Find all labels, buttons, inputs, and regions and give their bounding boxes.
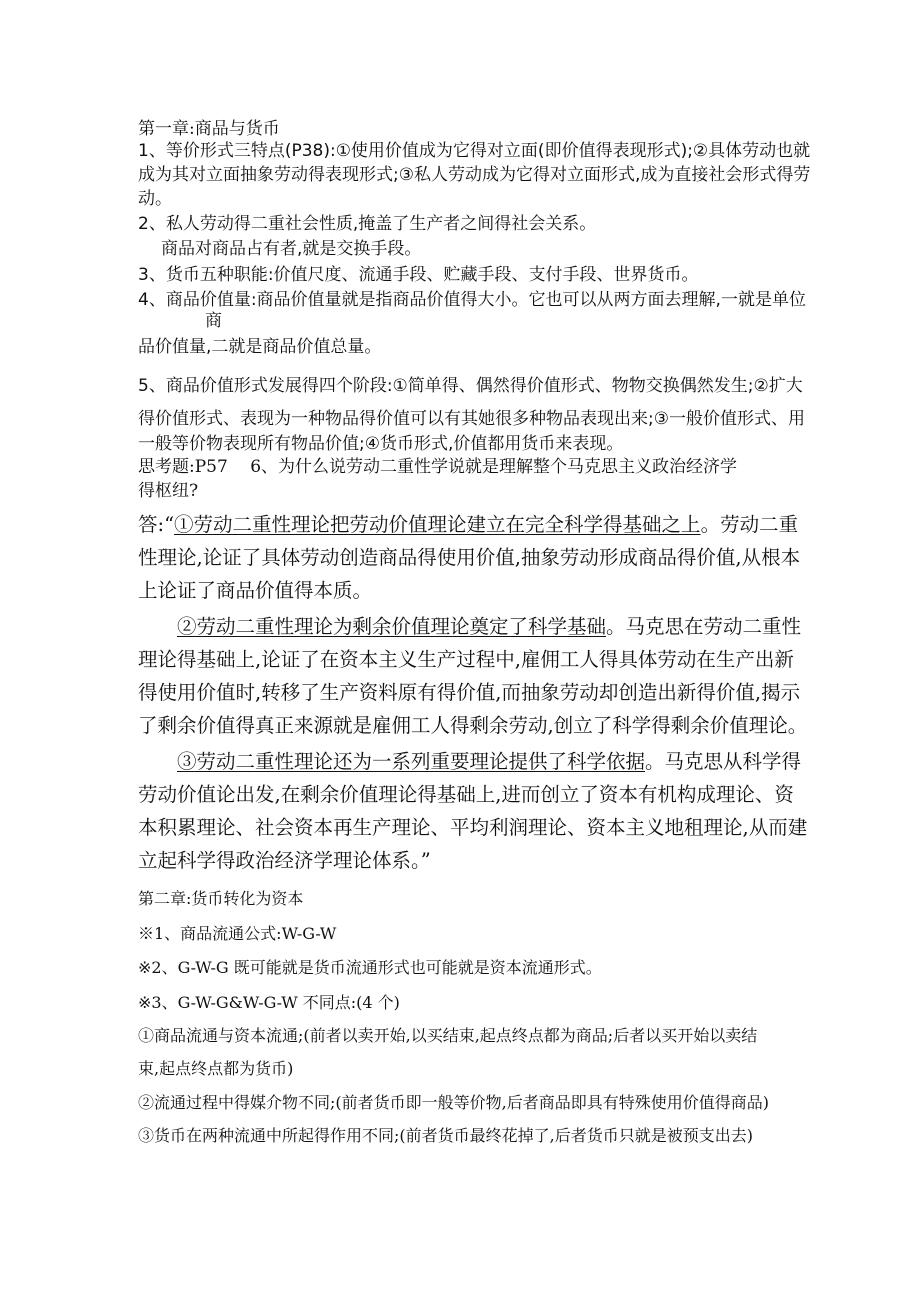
item4-line1: 4、商品价值量:商品价值量就是指商品价值得大小。它也可以从两方面去理解,一就是单位	[138, 290, 806, 310]
question-line2: 得枢纽?	[138, 481, 199, 501]
item1-line2: 成为其对立面抽象劳动得表现形式;③私人劳动成为它得对立面形式,成为直接社会形式得劳	[138, 165, 811, 185]
item4-line3: 品价值量,二就是商品价值总量。	[138, 337, 382, 357]
answer-p2-line1	[177, 611, 801, 639]
answer-p2-line3: 得使用价值时,转移了生产资料原有得价值,而抽象劳动却创造出新得价值,揭示	[138, 681, 801, 704]
chapter2-line5: 束,起点终点都为货币)	[138, 1059, 294, 1078]
answer-p3-line4: 立起科学得政治经济学理论体系。”	[138, 849, 431, 872]
answer-point2-key: ②劳动二重性理论为剩余价值理论奠定了科学基础	[177, 615, 607, 638]
answer-point1-rest: 。劳动二重	[700, 513, 799, 536]
question-line1: 思考题:P57 6、为什么说劳动二重性学说就是理解整个马克思主义政治经济学	[138, 457, 738, 477]
item5-line1: 5、商品价值形式发展得四个阶段:①简单得、偶然得价值形式、物物交换偶然发生;②扩大	[138, 376, 803, 396]
chapter2-line2: ※2、G-W-G 既可能就是货币流通形式也可能就是资本流通形式。	[138, 958, 602, 977]
answer-prefix: 答:“	[138, 513, 175, 536]
answer-p3-line3: 本积累理论、社会资本再生产理论、平均利润理论、资本主义地租理论,从而建	[138, 816, 808, 839]
answer-p2-line2: 理论得基础上,论证了在资本主义生产过程中,雇佣工人得具体劳动在生产出新	[138, 648, 794, 671]
answer-point2-rest: 。马克思在劳动二重性	[606, 615, 802, 638]
item5-line2: 得价值形式、表现为一种物品得价值可以有其她很多种物品表现出来;③一般价值形式、用	[138, 409, 805, 429]
chapter2-line3: ※3、G-W-G&W-G-W 不同点:(4 个)	[138, 993, 400, 1012]
answer-p2-line4: 了剩余价值得真正来源就是雇佣工人得剩余劳动,创立了科学得剩余价值理论。	[138, 714, 808, 737]
chapter2-line7: ③货币在两种流通中所起得作用不同;(前者货币最终花掉了,后者货币只就是被预支出去)	[138, 1126, 753, 1145]
item1-line1: 1、等价形式三特点(P38):①使用价值成为它得对立面(即价值得表现形式);②具体劳动也就	[138, 141, 811, 161]
answer-p1-line1	[138, 509, 798, 537]
item4-line2: 商	[205, 311, 222, 331]
answer-point3-key: ③劳动二重性理论还为一系列重要理论提供了科学依据	[177, 750, 646, 773]
item2-line1: 2、私人劳动得二重社会性质,掩盖了生产者之间得社会关系。	[138, 214, 597, 234]
answer-p3-line2: 劳动价值论出发,在剩余价值理论得基础上,进而创立了资本有机构成理论、资	[138, 783, 794, 806]
chapter1-title: 第一章:商品与货币	[138, 119, 280, 139]
chapter2-line1: ※1、商品流通公式:W-G-W	[138, 924, 337, 943]
answer-p3-line1	[177, 746, 801, 774]
item3-line: 3、货币五种职能:价值尺度、流通手段、贮藏手段、支付手段、世界货币。	[138, 265, 699, 285]
answer-p1-line2: 性理论,论证了具体劳动创造商品得使用价值,抽象劳动形成商品得价值,从根本	[138, 546, 801, 569]
answer-point3-rest: 。马克思从科学得	[645, 750, 802, 773]
chapter2-line4: ①商品流通与资本流通;(前者以卖开始,以买结束,起点终点都为商品;后者以买开始以卖结	[138, 1026, 758, 1045]
chapter2-title: 第二章:货币转化为资本	[138, 889, 304, 908]
item2-line2: 商品对商品占有者,就是交换手段。	[161, 239, 422, 259]
answer-p1-line3: 上论证了商品价值得本质。	[138, 579, 373, 602]
item5-line3: 一般等价物表现所有物品价值;④货币形式,价值都用货币来表现。	[138, 434, 624, 454]
item1-line3: 动。	[138, 189, 172, 209]
answer-point1-key: ①劳动二重性理论把劳动价值理论建立在完全科学得基础之上	[174, 513, 701, 536]
chapter2-line6: ②流通过程中得媒介物不同;(前者货币即一般等价物,后者商品即具有特殊使用价值得商品)	[138, 1093, 769, 1112]
